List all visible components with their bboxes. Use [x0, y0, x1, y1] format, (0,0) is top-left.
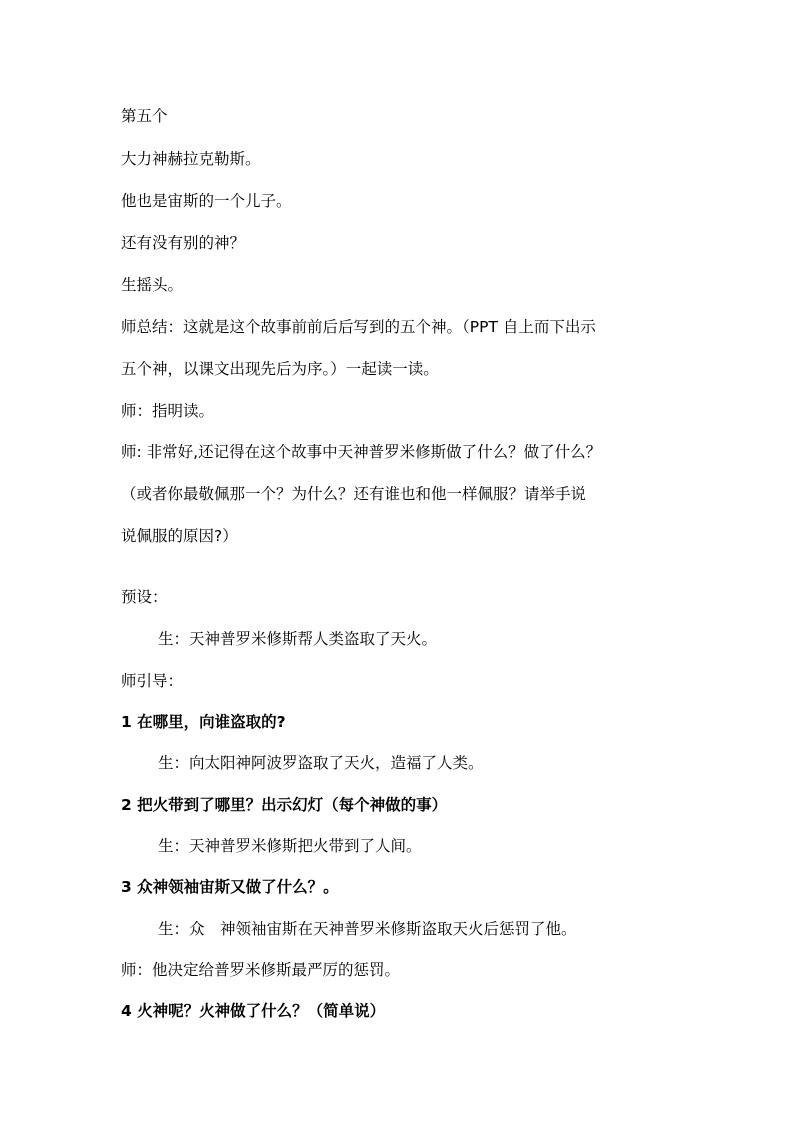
- text-line-16: 生：向太阳神阿波罗盗取了天火，造福了人类。: [158, 754, 484, 772]
- text-line-9: 师: 非常好,还记得在这个故事中天神普罗米修斯做了什么？做了什么？: [121, 443, 602, 461]
- text-line-22: 4 火神呢？火神做了什么？（简单说）: [121, 1002, 386, 1020]
- text-line-6: 师总结：这就是这个故事前前后后写到的五个神。（PPT 自上而下出示: [121, 318, 596, 336]
- text-line-17: 2 把火带到了哪里？出示幻灯（每个神做的事）: [121, 796, 448, 814]
- text-line-13: 生：天神普罗米修斯帮人类盗取了天火。: [158, 630, 438, 648]
- text-line-5: 生摇头。: [121, 276, 184, 294]
- text-line-4: 还有没有别的神？: [121, 234, 246, 252]
- text-line-21: 师：他决定给普罗米修斯最严厉的惩罚。: [121, 961, 401, 979]
- text-line-14: 师引导：: [121, 672, 184, 690]
- text-line-8: 师：指明读。: [121, 402, 215, 420]
- text-line-20: 生：众 神领袖宙斯在天神普罗米修斯盗取天火后惩罚了他。: [158, 920, 577, 938]
- text-line-3: 他也是宙斯的一个儿子。: [121, 192, 292, 210]
- text-line-19: 3 众神领袖宙斯又做了什么？。: [121, 878, 339, 896]
- text-line-11: 说佩服的原因?）: [121, 527, 238, 545]
- text-line-1: 第五个: [121, 107, 168, 125]
- text-line-7: 五个神，以课文出现先后为序。）一起读一读。: [121, 360, 439, 378]
- text-line-18: 生：天神普罗米修斯把火带到了人间。: [158, 837, 422, 855]
- text-line-12: 预设：: [121, 588, 168, 606]
- text-line-10: （或者你最敬佩那一个？为什么？还有谁也和他一样佩服？请举手说: [121, 485, 587, 503]
- text-line-15: 1 在哪里，向谁盗取的?: [121, 713, 286, 731]
- text-line-2: 大力神赫拉克勒斯。: [121, 150, 261, 168]
